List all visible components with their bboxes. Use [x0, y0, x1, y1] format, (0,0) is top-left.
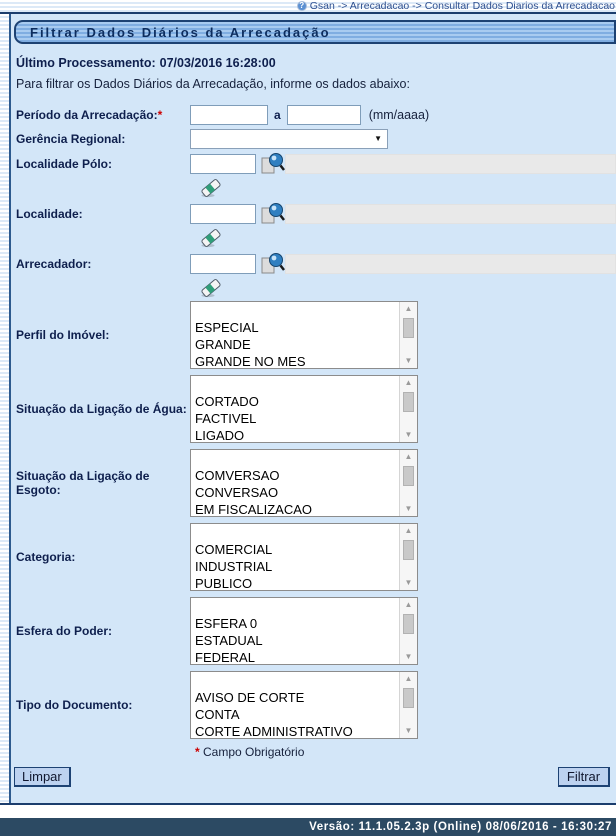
listbox-option[interactable] [191, 598, 399, 615]
block-arrecadador [11, 251, 616, 301]
row-localidade [11, 201, 616, 227]
localidade-polo-clear-button[interactable] [200, 177, 222, 199]
listbox-option[interactable]: CORTADO [195, 394, 259, 409]
scrollbar-down-icon[interactable] [401, 502, 416, 516]
listbox-option[interactable] [191, 450, 399, 467]
listbox-option[interactable]: FEDERAL [195, 650, 255, 664]
row-periodo [11, 103, 616, 127]
perfil-imovel-listbox[interactable] [190, 301, 418, 369]
row-tipo-documento [11, 671, 616, 739]
esfera-poder-listbox[interactable] [190, 597, 418, 665]
magnifier-page-icon [259, 251, 285, 277]
listbox-option[interactable] [191, 302, 399, 319]
scrollbar-down-icon[interactable] [401, 650, 416, 664]
localidade-polo-description-field [285, 154, 616, 174]
page-title: Filtrar Dados Diários da Arrecadação [30, 24, 331, 40]
arrecadador-label: Arrecadador: [16, 257, 92, 271]
page-title-bar [14, 20, 616, 44]
row-arrecadador [11, 251, 616, 277]
listbox-option[interactable] [191, 524, 399, 541]
version-text: Versão: 11.1.05.2.3p (Online) 08/06/2016 - 16:30:27 [309, 821, 612, 833]
listbox-option[interactable]: CONTA [195, 707, 240, 722]
listbox-option[interactable]: GRANDE [195, 337, 251, 352]
last-processing [16, 56, 616, 72]
required-asterisk: * [157, 108, 163, 122]
form-panel [11, 14, 616, 803]
row-arrecadador-clear [11, 277, 616, 301]
scrollbar-up-icon[interactable] [401, 598, 416, 612]
required-note-text: Campo Obrigatório [203, 745, 305, 759]
listbox-option[interactable]: AVISO DE CORTE [195, 690, 305, 705]
listbox-options [191, 302, 399, 368]
scrollbar-thumb[interactable] [403, 540, 414, 560]
magnifier-page-icon [259, 201, 285, 227]
localidade-polo-code-input[interactable] [190, 154, 256, 174]
listbox-option[interactable] [191, 672, 399, 689]
listbox-options [191, 524, 399, 590]
magnifier-page-icon [259, 151, 285, 177]
scrollbar-thumb[interactable] [403, 392, 414, 412]
scrollbar-down-icon[interactable] [401, 724, 416, 738]
arrecadador-description-field [285, 254, 616, 274]
listbox-options [191, 598, 399, 664]
listbox-option[interactable]: COMVERSAO [195, 468, 280, 483]
situacao-agua-label: Situação da Ligação de Água: [16, 402, 187, 416]
row-localidade-polo-clear [11, 177, 616, 201]
row-localidade-polo [11, 151, 616, 177]
footer-bar [0, 818, 616, 836]
scrollbar-thumb[interactable] [403, 614, 414, 634]
listbox-option[interactable]: COMERCIAL [195, 542, 273, 557]
listbox-options [191, 450, 399, 516]
row-categoria [11, 523, 616, 591]
listbox-option[interactable]: INDUSTRIAL [195, 559, 273, 574]
localidade-lookup-button[interactable] [259, 201, 285, 227]
listbox-scrollbar[interactable] [399, 376, 417, 442]
situacao-agua-listbox[interactable] [190, 375, 418, 443]
listbox-option[interactable]: ESTADUAL [195, 633, 263, 648]
categoria-listbox[interactable] [190, 523, 418, 591]
listbox-scrollbar[interactable] [399, 598, 417, 664]
tipo-documento-listbox[interactable] [190, 671, 418, 739]
arrecadador-lookup-button[interactable] [259, 251, 285, 277]
eraser-icon [200, 227, 222, 249]
listbox-options [191, 672, 399, 738]
gerencia-label: Gerência Regional: [16, 132, 126, 146]
row-localidade-clear [11, 227, 616, 251]
listbox-scrollbar[interactable] [399, 302, 417, 368]
localidade-description-field [285, 204, 616, 224]
periodo-separator: a [274, 108, 281, 122]
listbox-option[interactable] [191, 376, 399, 393]
periodo-to-input[interactable] [287, 105, 361, 125]
periodo-from-input[interactable] [190, 105, 268, 125]
tipo-documento-label: Tipo do Documento: [16, 698, 133, 712]
row-situacao-agua [11, 375, 616, 443]
localidade-code-input[interactable] [190, 204, 256, 224]
perfil-imovel-label: Perfil do Imóvel: [16, 328, 110, 342]
localidade-polo-label: Localidade Pólo: [16, 157, 113, 171]
scrollbar-down-icon[interactable] [401, 428, 416, 442]
left-margin [0, 14, 11, 803]
arrecadador-code-input[interactable] [190, 254, 256, 274]
row-perfil-imovel [11, 301, 616, 369]
button-row [11, 767, 616, 789]
bottom-divider [0, 803, 616, 805]
arrecadador-clear-button[interactable] [200, 277, 222, 299]
scrollbar-up-icon[interactable] [401, 302, 416, 316]
listbox-option[interactable]: ESPECIAL [195, 320, 259, 335]
esfera-poder-label: Esfera do Poder: [16, 624, 113, 638]
listbox-option[interactable]: EM FISCALIZACAO [195, 502, 313, 516]
filtrar-button[interactable]: Filtrar [558, 767, 610, 787]
help-icon[interactable] [297, 1, 307, 11]
periodo-format-hint: (mm/aaaa) [368, 108, 430, 122]
localidade-polo-lookup-button[interactable] [259, 151, 285, 177]
scrollbar-thumb[interactable] [403, 466, 414, 486]
instructions: Para filtrar os Dados Diários da Arrecadação, informe os dados abaixo: [16, 77, 410, 91]
categoria-label: Categoria: [16, 550, 76, 564]
last-processing-value: 07/03/2016 16:28:00 [159, 56, 276, 70]
scrollbar-down-icon[interactable] [401, 576, 416, 590]
breadcrumb [297, 0, 616, 12]
listbox-option[interactable]: FACTIVEL [195, 411, 257, 426]
localidade-clear-button[interactable] [200, 227, 222, 249]
eraser-icon [200, 277, 222, 299]
last-processing-label: Último Processamento: [16, 56, 156, 70]
row-gerencia [11, 127, 616, 151]
listbox-option[interactable]: CORTE ADMINISTRATIVO [195, 724, 353, 738]
scrollbar-down-icon[interactable] [401, 354, 416, 368]
gerencia-regional-select[interactable] [190, 129, 388, 149]
required-asterisk: * [195, 745, 200, 759]
row-esfera-poder [11, 597, 616, 665]
listbox-scrollbar[interactable] [399, 524, 417, 590]
listbox-option[interactable]: CONVERSAO [195, 485, 279, 500]
listbox-scrollbar[interactable] [399, 450, 417, 516]
situacao-esgoto-listbox[interactable] [190, 449, 418, 517]
block-localidade [11, 201, 616, 251]
listbox-scrollbar[interactable] [399, 672, 417, 738]
limpar-button[interactable]: Limpar [14, 767, 71, 787]
scrollbar-up-icon[interactable] [401, 524, 416, 538]
listbox-option[interactable]: PUBLICO [195, 576, 253, 590]
localidade-label: Localidade: [16, 207, 83, 221]
scrollbar-up-icon[interactable] [401, 672, 416, 686]
block-localidade-polo [11, 151, 616, 201]
listbox-option[interactable]: GRANDE NO MES [195, 354, 306, 368]
listbox-option[interactable]: ESFERA 0 [195, 616, 258, 631]
scrollbar-up-icon[interactable] [401, 450, 416, 464]
periodo-label: Período da Arrecadação:* [16, 108, 163, 122]
scrollbar-thumb[interactable] [403, 318, 414, 338]
required-field-note [195, 745, 616, 759]
scrollbar-up-icon[interactable] [401, 376, 416, 390]
listbox-options [191, 376, 399, 442]
breadcrumb-text: Gsan -> Arrecadacao -> Consultar Dados Diarios da Arrecadacao [309, 0, 615, 12]
top-bar [0, 0, 616, 12]
row-situacao-esgoto [11, 449, 616, 517]
situacao-esgoto-label: Situação da Ligação de Esgoto: [16, 469, 150, 497]
eraser-icon [200, 177, 222, 199]
listbox-option[interactable]: LIGADO [195, 428, 245, 442]
scrollbar-thumb[interactable] [403, 688, 414, 708]
